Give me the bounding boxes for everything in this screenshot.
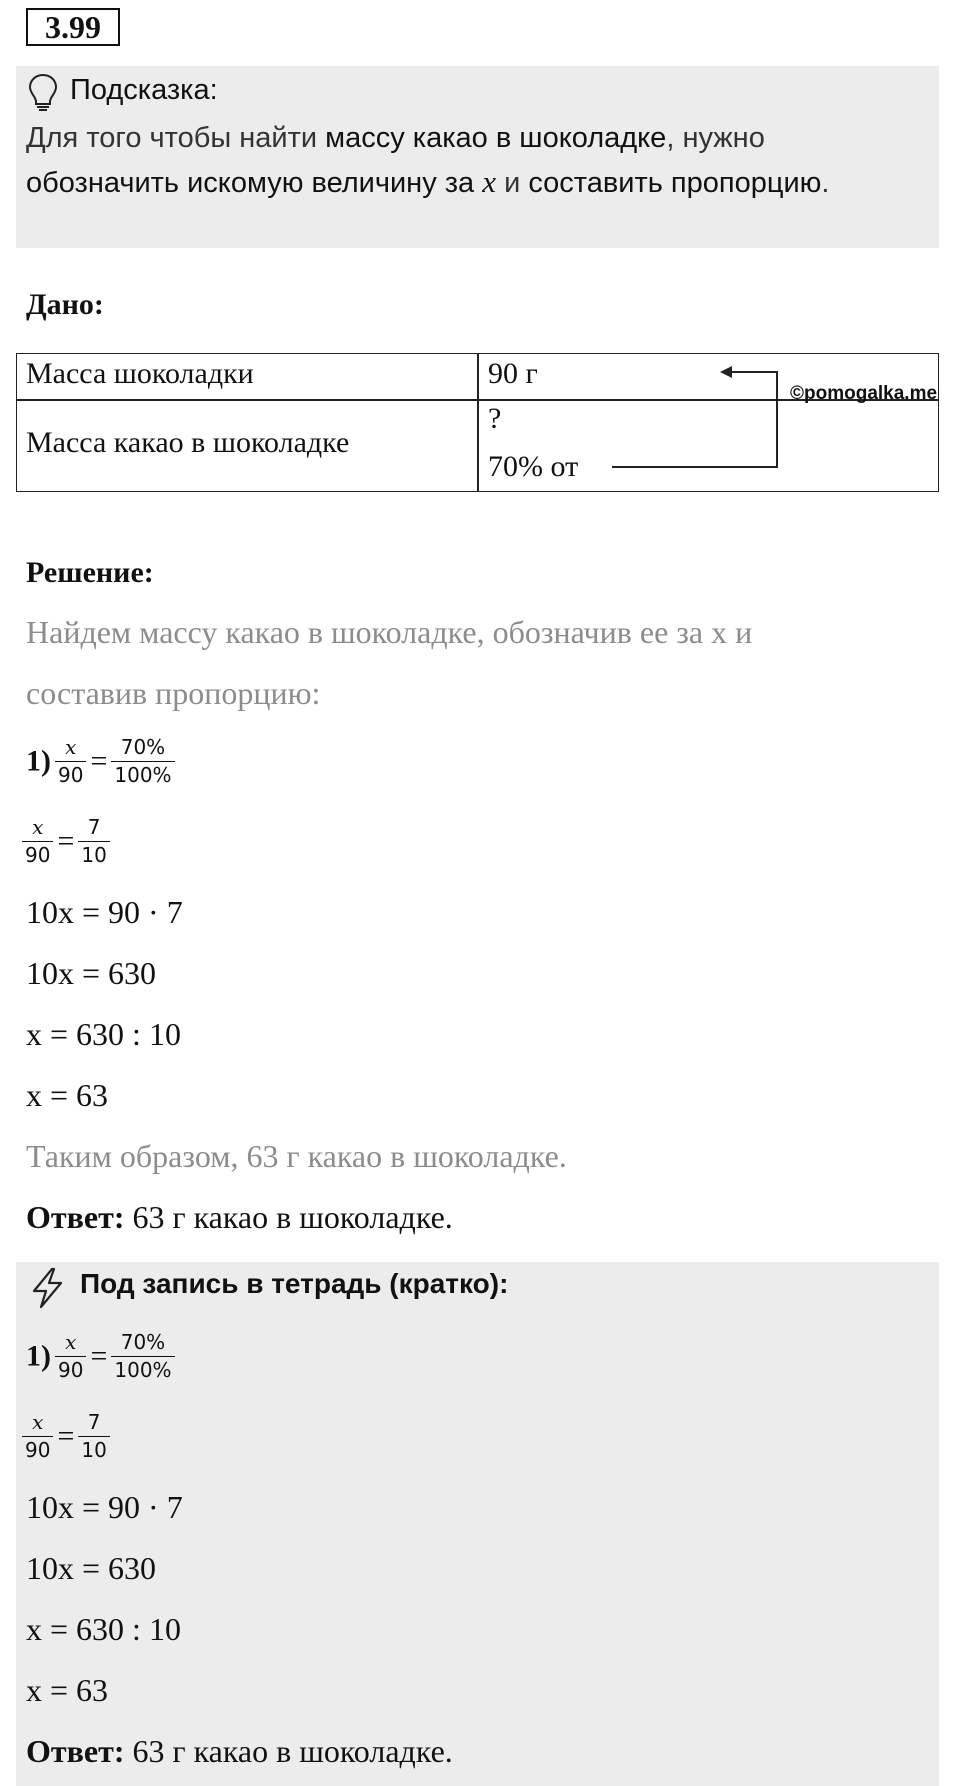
short-equation-1: 10x = 90 · 7 xyxy=(26,1489,183,1525)
fraction-numerator: 7 xyxy=(87,815,101,839)
solution-intro-line-1: Найдем массу какао в шоколадке, обозначив ее за x и xyxy=(26,614,753,650)
equals-sign: = xyxy=(90,1339,108,1373)
short-equation-4: x = 63 xyxy=(26,1672,109,1708)
fraction xyxy=(78,814,109,869)
equals-sign: = xyxy=(57,1419,75,1453)
row-2-value-line-1: ? xyxy=(488,402,502,435)
fraction-denominator: 90 xyxy=(22,841,53,869)
hint-text: и xyxy=(496,167,529,199)
fraction-numerator: x xyxy=(32,1410,44,1434)
answer-label: Ответ: xyxy=(26,1199,125,1235)
lightbulb-icon xyxy=(24,72,62,112)
hint-line-2 xyxy=(26,164,829,200)
equation-2: 10x = 630 xyxy=(26,955,157,991)
fraction-numerator: x xyxy=(65,735,77,759)
given-heading: Дано: xyxy=(26,288,104,321)
hint-text: , нужно xyxy=(666,122,765,154)
fraction-denominator: 10 xyxy=(78,1436,109,1464)
short-equation-2: 10x = 630 xyxy=(26,1550,157,1586)
row-2-value-line-2: 70% от xyxy=(488,450,579,483)
equation-4: x = 63 xyxy=(26,1077,109,1113)
row-2-label: Масса какао в шоколадке xyxy=(26,426,350,459)
equals-sign: = xyxy=(57,824,75,858)
fraction-denominator: 90 xyxy=(22,1436,53,1464)
solution-heading: Решение: xyxy=(26,556,154,589)
fraction-numerator: 70% xyxy=(120,735,166,759)
hint-emphasis: обозначить искомую величину за xyxy=(26,167,483,199)
equation-3: x = 630 : 10 xyxy=(26,1016,181,1052)
conclusion: Таким образом, 63 г какао в шоколадке. xyxy=(26,1138,567,1174)
hint-text: . xyxy=(821,167,830,199)
fraction xyxy=(111,734,174,789)
equation-1: 10x = 90 · 7 xyxy=(26,894,183,930)
fraction xyxy=(55,734,86,789)
step-label: 1) xyxy=(26,1339,51,1373)
solution-intro-line-2: составив пропорцию: xyxy=(26,675,321,711)
fraction xyxy=(55,1329,86,1384)
table-divider xyxy=(477,353,479,492)
answer-text: 63 г какао в шоколадке. xyxy=(124,1733,453,1769)
short-answer xyxy=(26,1733,453,1770)
fraction xyxy=(111,1329,174,1384)
hint-text: Для того чтобы найти xyxy=(26,122,326,154)
lightning-icon xyxy=(26,1266,68,1310)
fraction-denominator: 10 xyxy=(78,841,109,869)
hint-title: Подсказка: xyxy=(70,74,218,106)
fraction-denominator: 100% xyxy=(111,761,174,789)
hint-variable: x xyxy=(482,164,497,199)
hint-emphasis: составить пропорцию xyxy=(528,167,822,199)
answer-text: 63 г какао в шоколадке. xyxy=(124,1199,453,1235)
short-proportion-line-2 xyxy=(22,1409,110,1464)
problem-number: 3.99 xyxy=(26,8,120,46)
hint-emphasis: массу какао в шоколадке xyxy=(325,122,667,154)
watermark: ©pomogalka.me xyxy=(790,383,938,404)
fraction-denominator: 100% xyxy=(111,1356,174,1384)
row-1-label: Масса шоколадки xyxy=(26,357,254,390)
row-1-value: 90 г xyxy=(488,357,538,390)
fraction-numerator: x xyxy=(32,815,44,839)
fraction-numerator: x xyxy=(65,1330,77,1354)
equals-sign: = xyxy=(90,744,108,778)
fraction-numerator: 70% xyxy=(120,1330,166,1354)
hint-line-1 xyxy=(26,122,765,155)
answer-label: Ответ: xyxy=(26,1733,125,1769)
reference-arrow xyxy=(600,360,800,480)
proportion-line-2 xyxy=(22,814,110,869)
short-proportion-line-1 xyxy=(26,1329,175,1384)
fraction xyxy=(22,814,53,869)
fraction-denominator: 90 xyxy=(55,1356,86,1384)
short-answer-title: Под запись в тетрадь (кратко): xyxy=(80,1268,509,1299)
fraction-denominator: 90 xyxy=(55,761,86,789)
step-label: 1) xyxy=(26,744,51,778)
fraction xyxy=(22,1409,53,1464)
proportion-line-1 xyxy=(26,734,175,789)
short-equation-3: x = 630 : 10 xyxy=(26,1611,181,1647)
fraction xyxy=(78,1409,109,1464)
answer xyxy=(26,1199,453,1236)
fraction-numerator: 7 xyxy=(87,1410,101,1434)
